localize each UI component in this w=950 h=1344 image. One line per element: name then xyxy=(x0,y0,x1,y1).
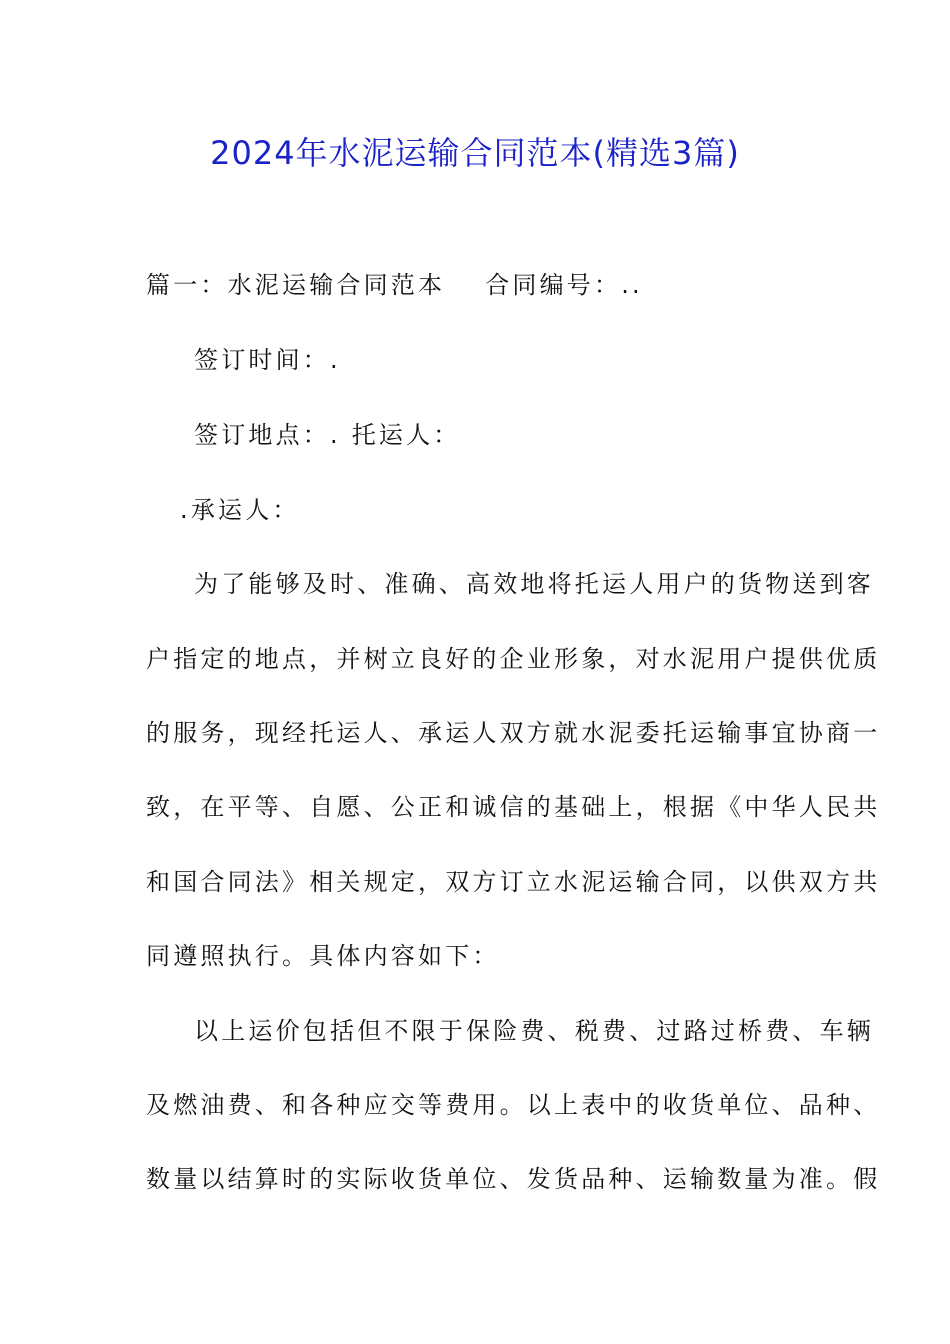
paragraph-1-line-6: 同遵照执行。具体内容如下： xyxy=(146,942,500,970)
section-heading-line xyxy=(146,265,643,305)
carrier-line: .承运人： xyxy=(180,496,300,524)
paragraph-2-line-3: 数量以结算时的实际收货单位、发货品种、运输数量为准。假 xyxy=(146,1165,881,1193)
paragraph-1-line-2: 户指定的地点，并树立良好的企业形象，对水泥用户提供优质 xyxy=(146,645,881,673)
sign-place-line xyxy=(194,415,461,455)
consignor-label: 托运人： xyxy=(351,421,461,449)
sign-time-line: 签订时间：. xyxy=(194,346,341,374)
paragraph-2-line-2: 及燃油费、和各种应交等费用。以上表中的收货单位、品种、 xyxy=(146,1091,881,1119)
document-title: 2024年水泥运输合同范本(精选3篇) xyxy=(210,134,740,172)
paragraph-1-line-3: 的服务，现经托运人、承运人双方就水泥委托运输事宜协商一 xyxy=(146,719,881,747)
paragraph-1-line-1: 为了能够及时、准确、高效地将托运人用户的货物送到客 xyxy=(194,570,874,598)
contract-number-label: 合同编号：.. xyxy=(485,271,643,299)
paragraph-2-line-1: 以上运价包括但不限于保险费、税费、过路过桥费、车辆 xyxy=(194,1017,874,1045)
paragraph-1-line-5: 和国合同法》相关规定，双方订立水泥运输合同，以供双方共 xyxy=(146,868,881,896)
paragraph-1-line-4: 致，在平等、自愿、公正和诚信的基础上，根据《中华人民共 xyxy=(146,793,881,821)
sign-place-label: 签订地点：. xyxy=(194,421,341,449)
section-heading: 篇一：水泥运输合同范本 xyxy=(146,271,446,299)
